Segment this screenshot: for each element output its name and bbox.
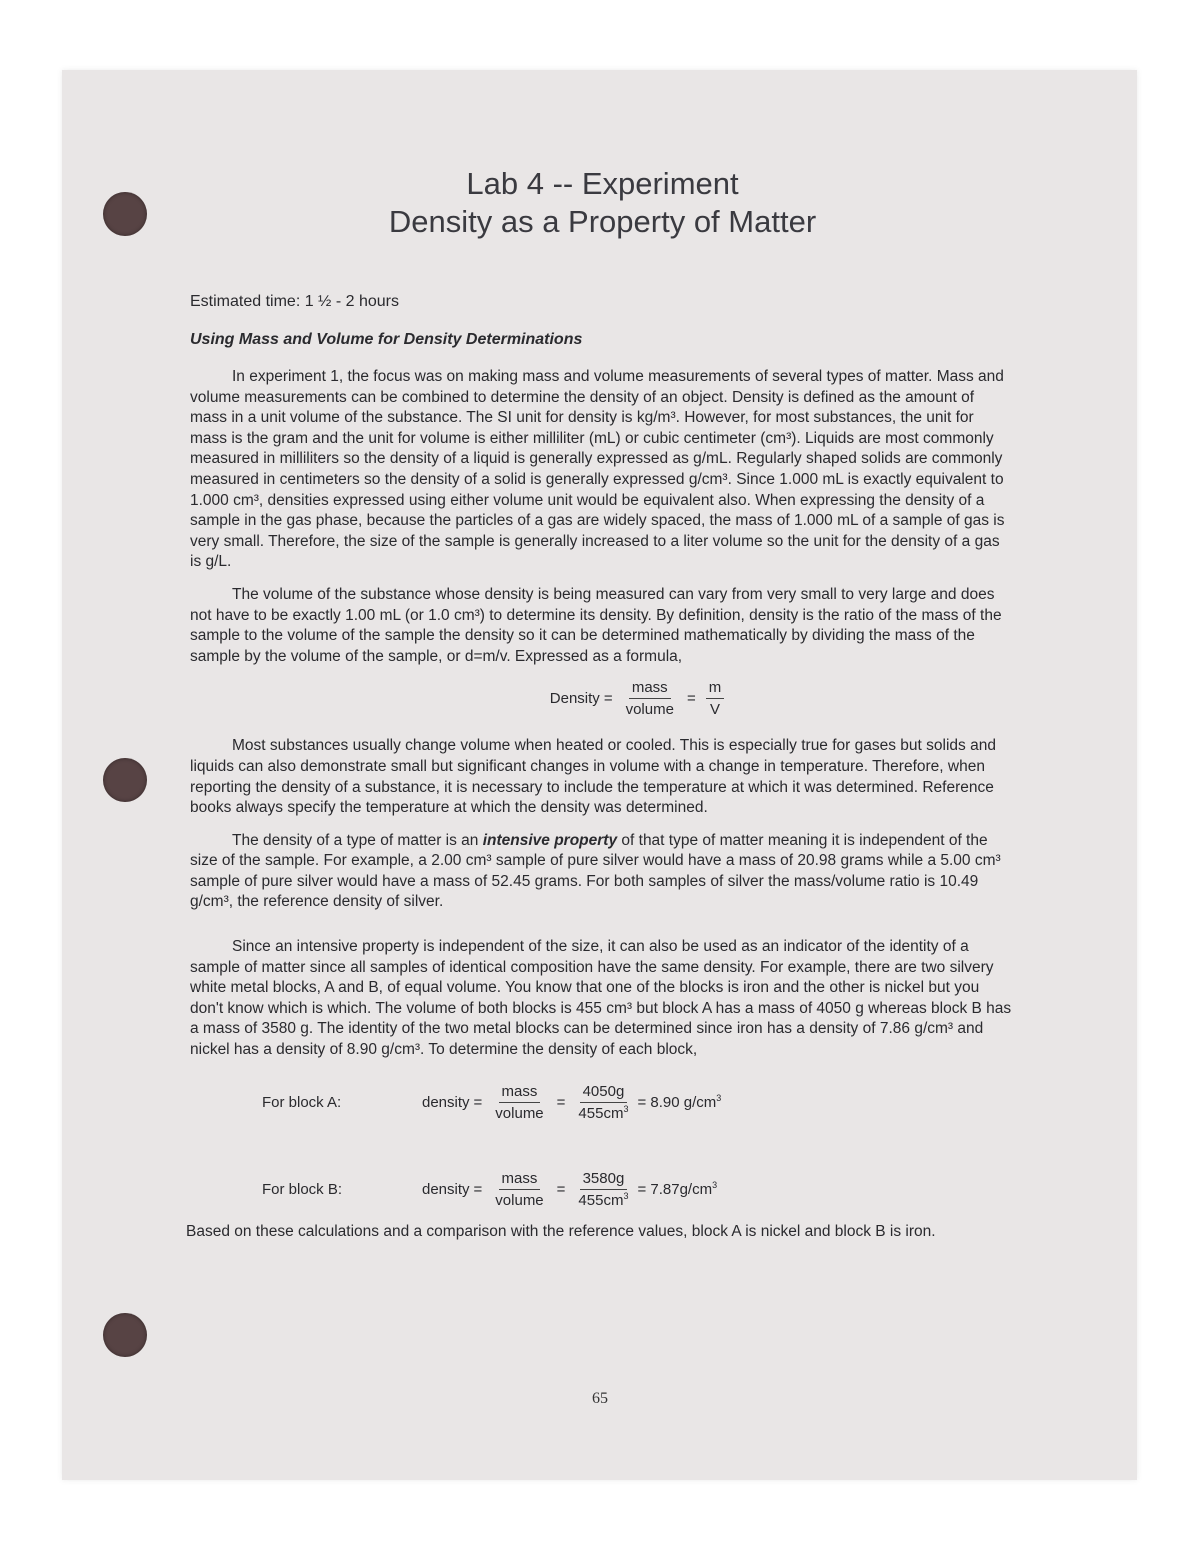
binder-hole-top xyxy=(103,192,147,236)
formula-numerator-symbol: m xyxy=(706,679,725,699)
block-a-calculation: For block A: density = $\frac{\text{mass}}{\text{volume}}$ = $\frac{4050g}{455cm^3}$ = 8.90 $g/cm^3$ xyxy=(262,1082,722,1122)
formula-denominator-symbol: V xyxy=(709,701,720,719)
paragraph-4 xyxy=(190,831,1015,913)
block-b-volume-value: $455cm^3$ xyxy=(578,1190,629,1209)
paragraph-5: Since an intensive property is independent of the size, it can also be used as an indicator of the identity of a sample of matter since all samples of identical composition have the same density. For example, there are two silvery white metal blocks, A and B, of equal volume. You know that one of the blocks is iron and the other is nickel but you don't know which is which. The volume of both blocks is 455 cm³ but block A has a mass of 4050 g whereas block B has a mass of 3580 g. The identity of the two metal blocks can be determined since iron has a density of 7.86 g/cm³ and nickel has a density of 8.90 g/cm³. To determine the density of each block, xyxy=(190,938,1012,1059)
paragraph-3: Most substances usually change volume when heated or cooled. This is especially true for gases but solids and liquids can also demonstrate small but significant changes in volume with a change in temperature. Therefore, when reporting the density of a substance, it is necessary to include the temperature at which it was determined. Reference books always specify the temperature at which the density was determined. xyxy=(190,737,996,817)
formula-denominator: volume xyxy=(625,701,674,719)
formula-fraction-symbols xyxy=(706,679,725,718)
block-a-mass-value: 4050g xyxy=(580,1083,628,1103)
title-line-1: Lab 4 -- Experiment xyxy=(466,166,739,201)
density-formula: Density = $\frac{\text{mass}}{\text{volume}}$ = $\frac{m}{V}$ xyxy=(490,679,790,718)
page-content xyxy=(186,165,1015,1241)
block-b-label: For block B: xyxy=(262,1180,343,1198)
page-title xyxy=(190,165,1015,241)
paragraph-1: In experiment 1, the focus was on making mass and volume measurements of several types of matter. Mass and volume measurements can be combined to determine the density of an object. Density is defined as the amount of mass in a unit volume of the substance. The SI unit for density is kg/m³. However, for most substances, the unit for mass is the gram and the unit for volume is either milliliter (mL) or cubic centimeter (cm³). Liquids are most commonly measured in milliliters so the density of a liquid is generally expressed as g/mL. Regularly shaped solids are commonly measured in centimeters so the density of a solid is generally expressed g/cm³. Since 1.000 mL is exactly equivalent to 1.000 cm³, densities expressed using either volume unit would be equivalent also. When expressing the density of a sample in the gas phase, because the particles of a gas are widely spaced, the mass of 1.000 mL of a sample of gas is very small. Therefore, the size of the sample is generally increased to a liter volume so the unit for the density of a gas is g/L. xyxy=(190,368,1005,571)
block-a-fraction-words xyxy=(492,1083,546,1122)
block-b-fraction-values xyxy=(575,1170,631,1209)
binder-hole-bottom xyxy=(103,1313,147,1357)
block-a-result: = 8.90 $g/cm^3$ xyxy=(637,1092,722,1111)
section-heading: Using Mass and Volume for Density Determinations xyxy=(190,331,583,348)
title-line-2: Density as a Property of Matter xyxy=(388,204,817,239)
paragraph-4-end: of that type of matter meaning it is independent of the size of the sample. For example, a 2.00 cm³ sample of pure silver would have a mass of 20.98 grams while a 5.00 cm³ sample of pure silver would have a mass of 52.45 grams. For both samples of silver the mass/volume ratio is 10.49 g/cm³, the reference density of silver. xyxy=(190,831,1001,911)
block-a-numerator: mass xyxy=(499,1083,541,1103)
formula-numerator: mass xyxy=(629,679,671,699)
block-b-density-word: density xyxy=(422,1180,470,1198)
intensive-property-term: intensive property xyxy=(482,831,618,849)
block-b-numerator: mass xyxy=(499,1170,541,1190)
block-b-result: = $7.87g/cm^3$ xyxy=(637,1179,718,1198)
block-a-label: For block A: xyxy=(262,1093,342,1111)
formula-lhs: Density xyxy=(549,690,600,708)
block-b-mass-value: 3580g xyxy=(580,1170,628,1190)
block-b-denominator: volume xyxy=(495,1191,544,1209)
block-b-calculation: For block B: density = $\frac{\text{mass}}{\text{volume}}$ = $\frac{3580g}{455cm^3}$ = $7.87g/cm^3$ xyxy=(262,1169,718,1209)
estimated-time: Estimated time: 1 ½ - 2 hours xyxy=(190,293,399,310)
page-number: 65 xyxy=(592,1390,608,1407)
paragraph-2: The volume of the substance whose density is being measured can vary from very small to very large and does not have to be exactly 1.00 mL (or 1.0 cm³) to determine its density. By definition, density is the ratio of the mass of the sample to the volume of the sample the density so it can be determined mathematically by dividing the mass of the sample by the volume of the sample, or d=m/v. Expressed as a formula, xyxy=(190,585,1002,665)
block-a-fraction-values xyxy=(575,1083,631,1122)
paragraph-4-start: The density of a type of matter is an xyxy=(232,831,483,849)
binder-hole-middle xyxy=(103,758,147,802)
block-a-density-word: density xyxy=(422,1093,470,1111)
block-a-volume-value: $455cm^3$ xyxy=(578,1103,629,1122)
formula-fraction-words xyxy=(623,679,677,718)
conclusion-text: Based on these calculations and a comparison with the reference values, block A is nickel and block B is iron. xyxy=(186,1222,936,1240)
block-b-fraction-words xyxy=(492,1170,546,1209)
block-a-denominator: volume xyxy=(495,1104,544,1122)
